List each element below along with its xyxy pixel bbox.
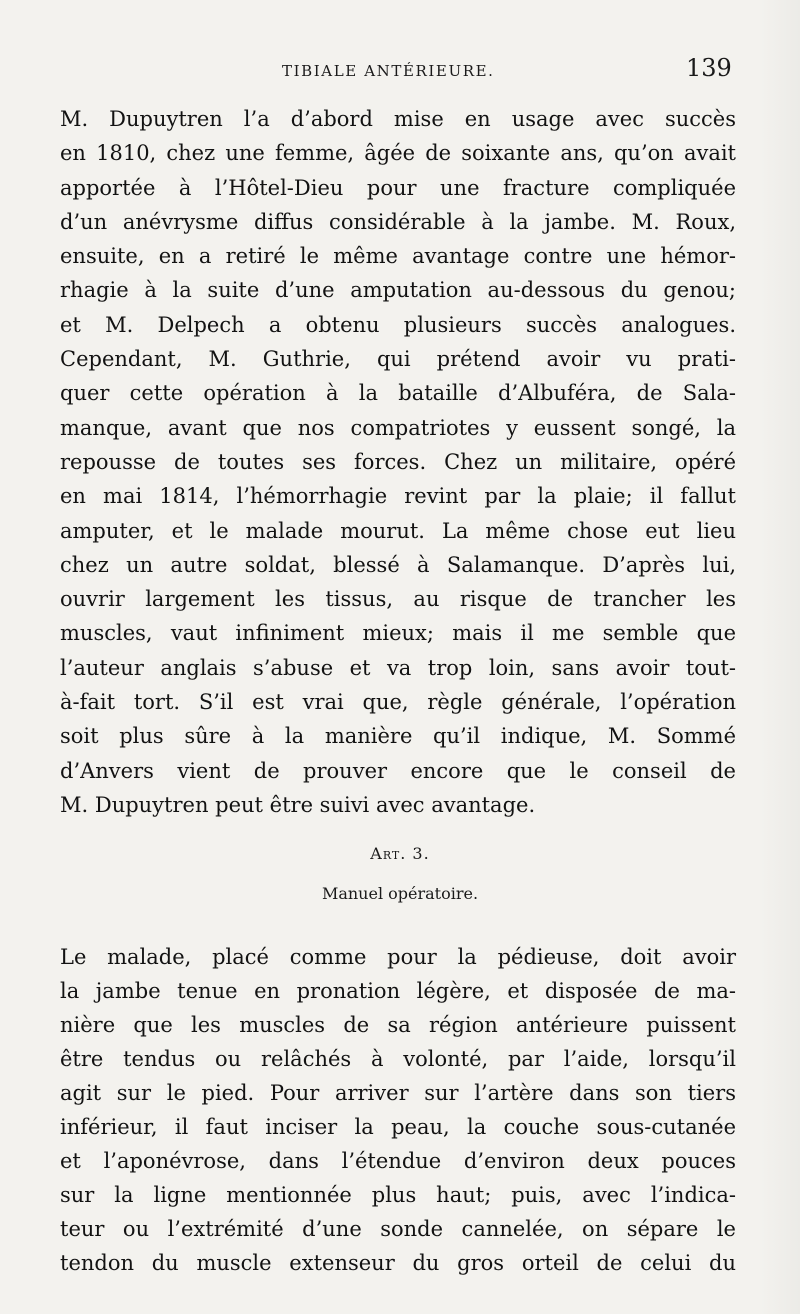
text-line: ensuite, en a retiré le même avantage contre une hémor- xyxy=(60,244,736,269)
text-line: en mai 1814, l’hémorrhagie revint par la plaie; il fallut xyxy=(60,484,736,509)
text-line: soit plus sûre à la manière qu’il indique, M. Sommé xyxy=(60,724,736,749)
section-number: Art. 3. xyxy=(370,844,430,863)
text-line: M. Dupuytren peut être suivi avec avantage. xyxy=(60,792,536,817)
page-header xyxy=(0,54,800,88)
text-line: d’Anvers vient de prouver encore que le conseil de xyxy=(60,758,736,783)
paragraph-1 xyxy=(60,102,736,822)
text-line: chez un autre soldat, blessé à Salamanque. D’après lui, xyxy=(60,552,736,577)
text-line: en 1810, chez une femme, âgée de soixante ans, qu’on avait xyxy=(60,141,736,166)
text-line: tendon du muscle extenseur du gros orteil de celui du xyxy=(60,1251,736,1275)
text-line: M. Dupuytren l’a d’abord mise en usage avec succès xyxy=(60,107,736,131)
text-line: Cependant, M. Guthrie, qui prétend avoir vu prati- xyxy=(60,347,736,372)
text-line: rhagie à la suite d’une amputation au-dessous du genou; xyxy=(60,278,736,303)
text-line: inférieur, il faut inciser la peau, la couche sous-cutanée xyxy=(60,1115,736,1139)
text-line: sur la ligne mentionnée plus haut; puis, avec l’indica- xyxy=(60,1183,736,1207)
text-line: être tendus ou relâchés à volonté, par l’aide, lorsqu’il xyxy=(60,1047,736,1071)
page-edge-shadow xyxy=(760,0,800,1314)
section-heading xyxy=(0,844,800,863)
text-line: la jambe tenue en pronation légère, et disposée de ma- xyxy=(60,979,736,1003)
text-line: agit sur le pied. Pour arriver sur l’artère dans son tiers xyxy=(60,1081,736,1105)
section-subtitle: Manuel opératoire. xyxy=(321,884,479,903)
text-line: amputer, et le malade mourut. La même chose eut lieu xyxy=(60,518,736,543)
running-head: TIBIALE ANTÉRIEURE. xyxy=(282,62,495,80)
text-line: ouvrir largement les tissus, au risque de trancher les xyxy=(60,587,736,612)
text-line: muscles, vaut infiniment mieux; mais il me semble que xyxy=(60,621,736,646)
text-line: Le malade, placé comme pour la pédieuse, doit avoir xyxy=(60,945,736,969)
text-line: quer cette opération à la bataille d’Albuféra, de Sala- xyxy=(60,381,736,406)
text-line: et l’aponévrose, dans l’étendue d’environ deux pouces xyxy=(60,1149,736,1173)
text-line: repousse de toutes ses forces. Chez un militaire, opéré xyxy=(60,449,736,474)
text-line: et M. Delpech a obtenu plusieurs succès analogues. xyxy=(60,312,736,337)
text-line: apportée à l’Hôtel-Dieu pour une fracture compliquée xyxy=(60,175,736,200)
page-number: 139 xyxy=(686,54,732,82)
text-line: manque, avant que nos compatriotes y eussent songé, la xyxy=(60,415,736,440)
text-line: à-fait tort. S’il est vrai que, règle générale, l’opération xyxy=(60,690,736,715)
text-line: l’auteur anglais s’abuse et va trop loin, sans avoir tout- xyxy=(60,655,736,680)
paragraph-2 xyxy=(60,940,736,1280)
text-line: d’un anévrysme diffus considérable à la jambe. M. Roux, xyxy=(60,209,736,234)
text-line: nière que les muscles de sa région antérieure puissent xyxy=(60,1013,736,1037)
text-line: teur ou l’extrémité d’une sonde cannelée, on sépare le xyxy=(60,1217,736,1241)
